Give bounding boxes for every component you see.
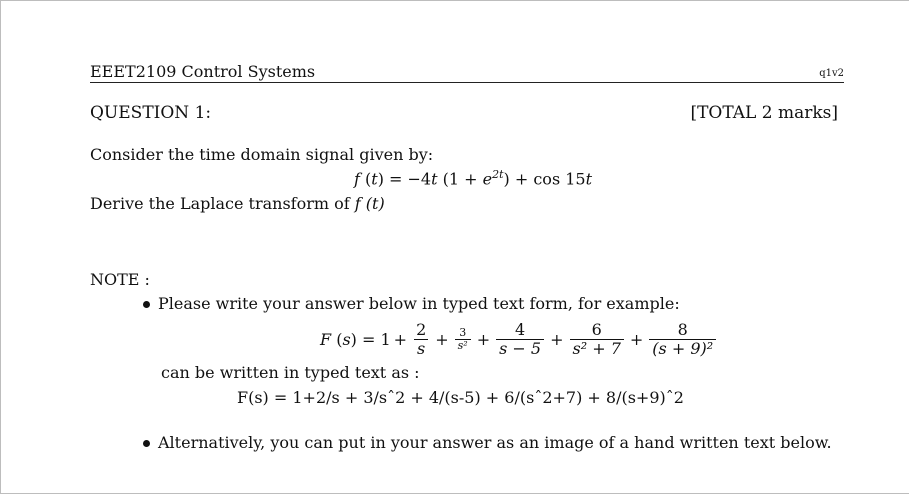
bullet-text: Alternatively, you can put in your answer as an image of a hand written text below. (158, 433, 832, 452)
question-label: QUESTION 1: (90, 103, 212, 123)
example-equation: F ( s ) = 1 + $\frac{2}{s}$ + $\frac{3}{\text{s²}}$ + $\frac{4}{s - 5}$ + $\frac{6}{\text{s² + 7}}$ + $\frac{8}{\text{(s + 9)²}}$ (320, 315, 719, 363)
bullet-handwritten (143, 433, 832, 452)
typed-example: F(s) = 1+2/s + 3/sˆ2 + 4/(s-5) + 6/(sˆ2+7) + 8/(s+9)ˆ2 (237, 388, 684, 407)
note-title: NOTE : (90, 270, 150, 289)
marks-label: [TOTAL 2 marks] (690, 103, 838, 123)
typed-label: can be written in typed text as : (161, 363, 420, 382)
signal-equation: f (t) = −4t $(1 + e^{2t}) + \cos 15t$ (354, 168, 593, 189)
bullet-icon (143, 440, 150, 447)
task-math: f (t) (354, 194, 385, 213)
bullet-text: Please write your answer below in typed text form, for example: (158, 294, 680, 313)
question-line (90, 103, 838, 123)
course-title: EEET2109 Control Systems (90, 62, 316, 81)
intro-text: Consider the time domain signal given by: (90, 145, 434, 164)
task-text (90, 194, 385, 213)
page-header (90, 62, 844, 83)
bullet-icon (143, 301, 150, 308)
task-prefix: Derive the Laplace transform of (90, 194, 355, 213)
bullet-typed-form (143, 294, 680, 313)
version-tag: q1v2 (819, 68, 844, 79)
